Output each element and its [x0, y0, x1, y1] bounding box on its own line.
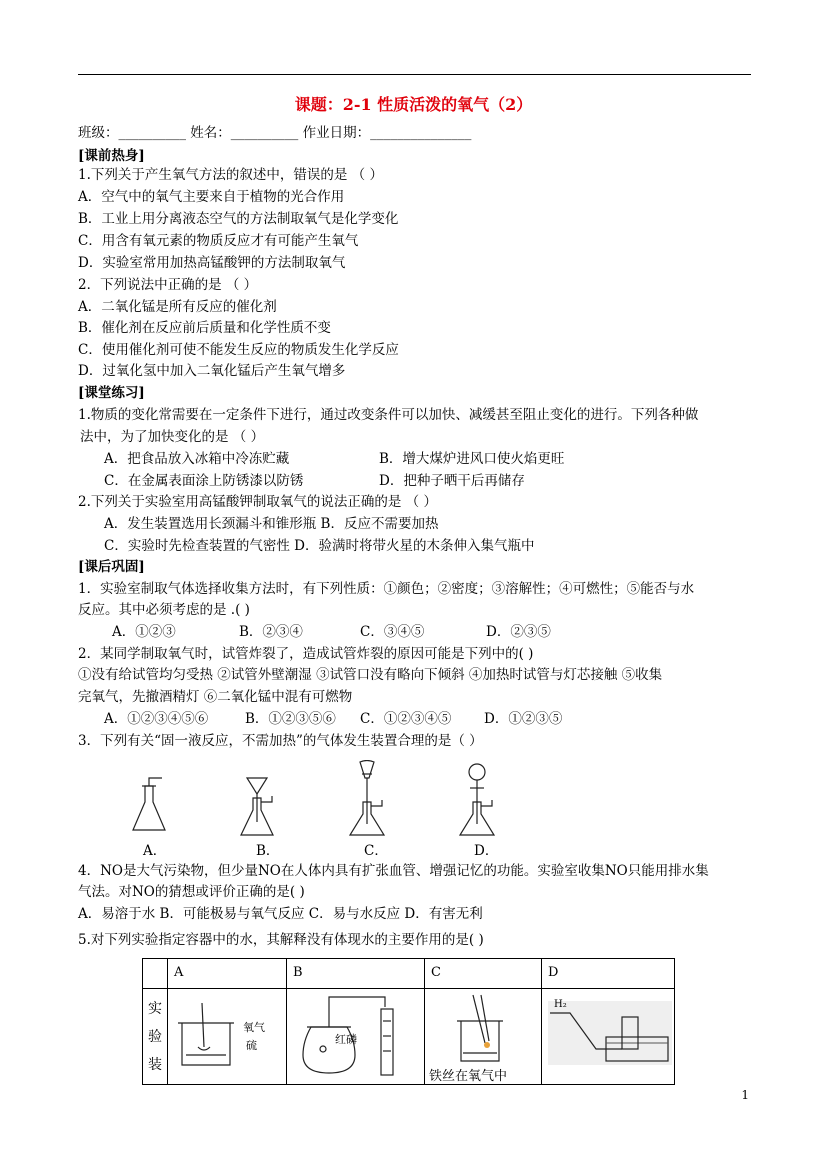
warmup-line: D．实验室常用加热高锰酸钾的方法制取氧气 — [78, 255, 346, 271]
row-label-char: 实 — [148, 1001, 162, 1017]
warmup-line: 1.下列关于产生氧气方法的叙述中，错误的是 （ ） — [78, 167, 383, 183]
after-q4-opts: A．易溶于水 B．可能极易与氧气反应 C．易与水反应 D．有害无利 — [78, 906, 483, 922]
warmup-line: B．催化剂在反应前后质量和化学性质不变 — [78, 320, 331, 336]
class-q1-opt-b: B．增大煤炉进风口使火焰更旺 — [379, 451, 565, 467]
warmup-line: D．过氧化氢中加入二氧化锰后产生氧气增多 — [78, 363, 346, 379]
warmup-line: C．使用催化剂可使不能发生反应的物质发生化学反应 — [78, 342, 399, 358]
warmup-line: A．空气中的氧气主要来自于植物的光合作用 — [78, 189, 345, 205]
top-rule — [78, 74, 751, 75]
apparatus-a — [133, 778, 165, 830]
apparatus-d — [460, 764, 494, 835]
apparatus-label-d: D． — [474, 843, 499, 859]
after-q4-cont: 气法。对NO的猜想或评价正确的是( ) — [78, 884, 305, 900]
class-q2: 2.下列关于实验室用高锰酸钾制取氧气的说法正确的是 （ ） — [78, 494, 437, 510]
student-info: 班级：__________ 姓名：__________ 作业日期：_______________ — [78, 125, 472, 141]
row-label-char: 装 — [148, 1057, 162, 1073]
section-after: [课后巩固] — [78, 559, 145, 575]
class-q1-opt-c: C．在金属表面涂上防锈漆以防锈 — [104, 473, 304, 489]
table-row-label — [143, 989, 168, 1085]
after-q4: 4．NO是大气污染物，但少量NO在人体内具有扩张血管、增强记忆的功能。实验室收集NO只能用排水集 — [78, 863, 709, 879]
after-q2-opt-c: C．①②③④⑤ — [360, 711, 452, 727]
after-q1-opt-c: C．③④⑤ — [360, 624, 425, 640]
class-q1-opt-d: D．把种子晒干后再储存 — [379, 473, 525, 489]
warmup-line: C．用含有氧元素的物质反应才有可能产生氧气 — [78, 233, 359, 249]
class-q1-cont: 法中，为了加快变化的是 （ ） — [80, 429, 265, 445]
table-header-b: B — [287, 959, 425, 989]
apparatus-b — [241, 778, 273, 835]
table-header-a: A — [168, 959, 287, 989]
after-q1: 1．实验室制取气体选择收集方法时，有下列性质：①颜色；②密度；③溶解性；④可燃性；⑤能否与水 — [78, 581, 695, 597]
after-q3: 3．下列有关“固一液反应，不需加热”的气体发生装置合理的是（ ） — [78, 733, 483, 749]
apparatus-label-b: B． — [256, 843, 280, 859]
apparatus-c — [350, 761, 384, 836]
cell-d — [542, 989, 675, 1085]
after-q2-opt-a: A．①②③④⑤⑥ — [104, 711, 209, 727]
cell-c — [425, 989, 542, 1085]
row-label-char: 验 — [148, 1029, 162, 1045]
after-q1-opt-d: D．②③⑤ — [486, 624, 551, 640]
after-q2-opt-b: B．①②③⑤⑥ — [245, 711, 336, 727]
label-oxygen: 氧气 — [243, 1021, 265, 1034]
label-hydrogen: H₂ — [554, 999, 567, 1010]
after-q2-cont: ①没有给试管均匀受热 ②试管外壁潮湿 ③试管口没有略向下倾斜 ④加热时试管与灯芯接触 ⑤收集 — [78, 667, 663, 683]
after-q5: 5.对下列实验指定容器中的水，其解释没有体现水的主要作用的是( ) — [78, 932, 484, 948]
page-title: 课题：2-1 性质活泼的氧气（2） — [294, 95, 533, 114]
after-q1-opt-b: B．②③④ — [239, 624, 303, 640]
after-q2-opt-d: D．①②③⑤ — [484, 711, 563, 727]
warmup-line: 2．下列说法中正确的是 （ ） — [78, 277, 258, 293]
label-sulfur: 硫 — [246, 1039, 257, 1052]
label-red-phosphorus: 红磷 — [335, 1033, 357, 1046]
label-iron-wire: 铁丝在氧气中 — [429, 1069, 508, 1084]
apparatus-label-a: A． — [143, 843, 167, 859]
class-q1-opt-a: A．把食品放入冰箱中冷冻贮藏 — [104, 451, 290, 467]
table-header-d: D — [542, 959, 675, 989]
iron-wire-figure — [445, 993, 545, 1073]
page-number: 1 — [741, 1088, 749, 1102]
sulfur-burning-figure — [174, 999, 284, 1069]
cell-a — [168, 989, 287, 1085]
experiment-table — [142, 958, 675, 1085]
cell-b — [287, 989, 425, 1085]
class-q1: 1.物质的变化常需要在一定条件下进行，通过改变条件可以加快、减缓甚至阻止变化的进行。下列各种做 — [78, 407, 699, 423]
warmup-line: B．工业上用分离液态空气的方法制取氧气是化学变化 — [78, 211, 399, 227]
class-q2-opts-ab: A．发生装置选用长颈漏斗和锥形瓶 B．反应不需要加热 — [104, 516, 439, 532]
section-class: [课堂练习] — [78, 385, 145, 401]
apparatus-figures — [130, 760, 530, 838]
after-q1-cont: 反应。其中必须考虑的是 .( ) — [78, 602, 250, 618]
class-q2-opts-cd: C．实验时先检查装置的气密性 D．验满时将带火星的木条伸入集气瓶中 — [104, 538, 535, 554]
after-q2: 2．某同学制取氧气时，试管炸裂了，造成试管炸裂的原因可能是下列中的( ) — [78, 646, 534, 662]
table-header-c: C — [425, 959, 542, 989]
after-q1-opt-a: A．①②③ — [112, 624, 176, 640]
after-q2-cont2: 完氧气，先撤酒精灯 ⑥二氧化锰中混有可燃物 — [78, 689, 353, 705]
apparatus-label-c: C． — [364, 843, 388, 859]
warmup-line: A．二氧化锰是所有反应的催化剂 — [78, 299, 277, 315]
section-warmup: [课前热身] — [78, 148, 145, 164]
table-corner — [143, 959, 168, 989]
